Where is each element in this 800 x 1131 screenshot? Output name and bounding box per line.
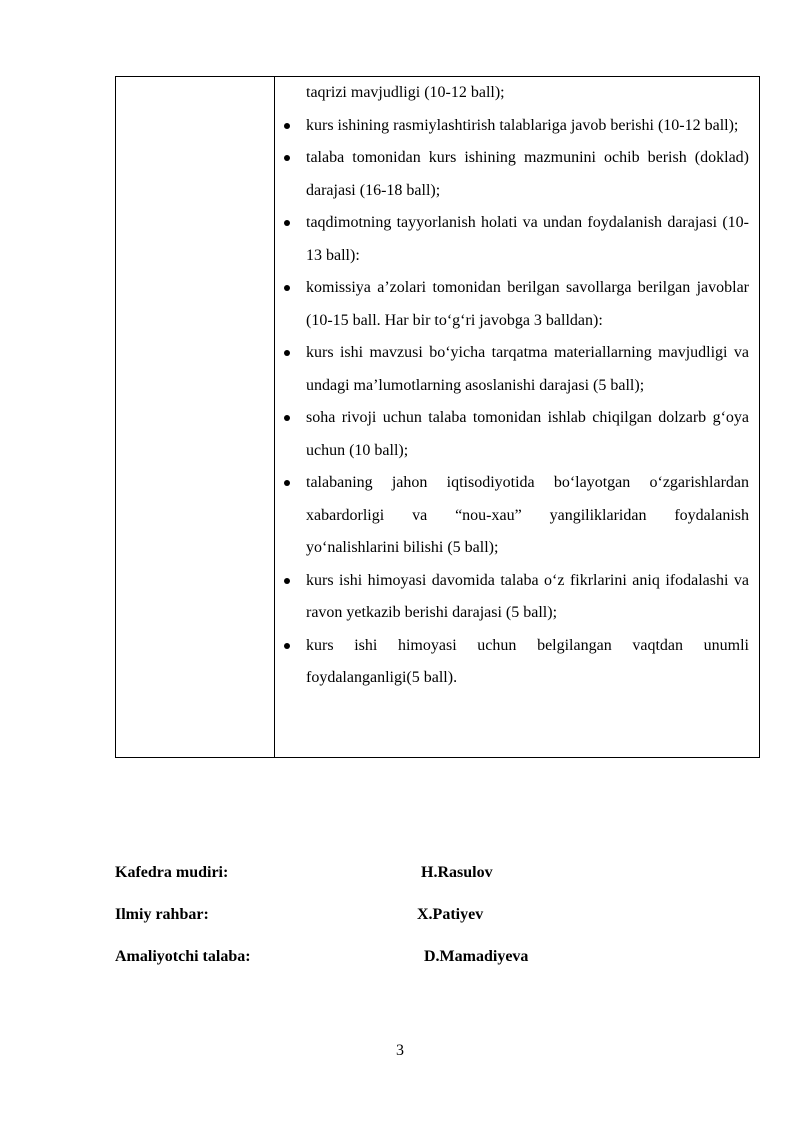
signature-name: D.Mamadiyeva [424,948,529,965]
signature-role: Amaliyotchi talaba: [115,948,251,965]
evaluation-criteria-table [115,76,760,758]
signature-row-head-of-department [115,864,760,906]
criteria-item: kurs ishining rasmiylashtirish talablariga javob berishi (10-12 ball); [306,110,749,143]
criteria-item: komissiya a’zolari tomonidan berilgan savollarga berilgan javoblar (10-15 ball. Har bir to‘g‘ri javobga 3 balldan): [306,272,749,337]
signature-role: Ilmiy rahbar: [115,906,209,923]
criteria-item: talabaning jahon iqtisodiyotida bo‘layotgan o‘zgarishlardan xabardorligi va “nou-xau” yangiliklaridan foydalanish yo‘nalishlarini bilishi (5 ball); [306,467,749,565]
signature-name: X.Patiyev [417,906,484,923]
page-number: 3 [396,1042,404,1059]
criteria-item: kurs ishi himoyasi uchun belgilangan vaqtdan unumli foydalanganligi(5 ball). [306,630,749,695]
signature-name: H.Rasulov [421,864,493,881]
criteria-item: taqdimotning tayyorlanish holati va undan foydalanish darajasi (10-13 ball): [306,207,749,272]
table-right-cell [276,77,759,757]
table-left-cell [116,77,275,757]
criteria-item: soha rivoji uchun talaba tomonidan ishlab chiqilgan dolzarb g‘oya uchun (10 ball); [306,402,749,467]
signature-row-student [115,948,760,990]
signature-row-supervisor [115,906,760,948]
signature-block [115,864,760,990]
criteria-continuation: taqrizi mavjudligi (10-12 ball); [306,84,505,101]
criteria-item: kurs ishi mavzusi bo‘yicha tarqatma materiallarning mavjudligi va undagi ma’lumotlarning asoslanishi darajasi (5 ball); [306,337,749,402]
criteria-list [306,77,749,695]
signature-role: Kafedra mudiri: [115,864,229,881]
criteria-item: talaba tomonidan kurs ishining mazmunini ochib berish (doklad) darajasi (16-18 ball); [306,142,749,207]
criteria-item: kurs ishi himoyasi davomida talaba o‘z fikrlarini aniq ifodalashi va ravon yetkazib berishi darajasi (5 ball); [306,565,749,630]
